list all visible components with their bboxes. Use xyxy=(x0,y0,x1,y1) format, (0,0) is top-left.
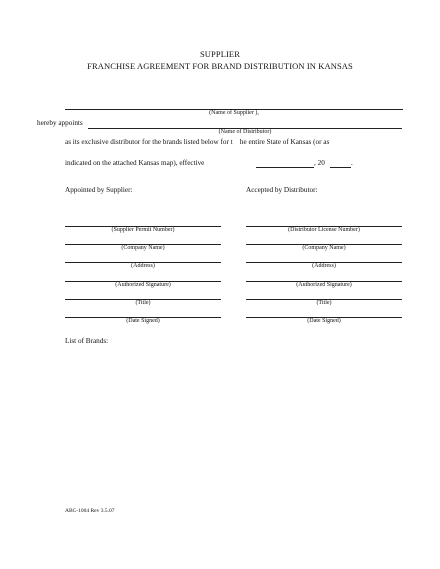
year-prefix-text: , 20 xyxy=(314,159,325,167)
distributor-name-caption: (Name of Distributor) xyxy=(218,129,272,135)
agreement-effective-text: indicated on the attached Kansas map), effective xyxy=(65,159,205,167)
supplier-field-caption: (Supplier Permit Number) xyxy=(111,227,175,233)
document-title-line-1: SUPPLIER xyxy=(199,49,240,59)
supplier-field-caption: (Company Name) xyxy=(121,245,165,251)
agreement-text-line-1: as its exclusive distributor for the brands listed below for t he entire State of Kansas (or as xyxy=(65,138,330,146)
distributor-field-caption: (Distributor License Number) xyxy=(288,227,360,233)
distributor-field-caption: (Title) xyxy=(316,300,332,306)
distributor-field-caption: (Authorized Signature) xyxy=(296,282,352,288)
brands-list-label: List of Brands: xyxy=(65,337,109,345)
hereby-appoints-text: hereby appoints xyxy=(37,119,83,127)
agreement-text-line-2 xyxy=(65,159,204,167)
supplier-field-caption: (Title) xyxy=(135,300,151,306)
distributor-field-caption: (Address) xyxy=(312,263,336,269)
effective-year-field[interactable] xyxy=(330,167,351,168)
distributor-field-caption: (Company Name) xyxy=(302,245,346,251)
supplier-field-caption: (Address) xyxy=(131,263,155,269)
supplier-heading: Appointed by Supplier: xyxy=(65,186,133,194)
distributor-heading: Accepted by Distributor: xyxy=(246,186,318,194)
supplier-name-caption: (Name of Supplier ), xyxy=(209,110,259,116)
supplier-field-caption: (Authorized Signature) xyxy=(115,282,171,288)
form-code: ABC-1004 Rev 3.5.07 xyxy=(65,508,115,514)
supplier-field-caption: (Date Signed) xyxy=(126,318,160,324)
effective-date-field[interactable] xyxy=(256,167,314,168)
distributor-field-caption: (Date Signed) xyxy=(307,318,341,324)
document-title-line-2: FRANCHISE AGREEMENT FOR BRAND DISTRIBUTION IN KANSAS xyxy=(87,61,353,71)
year-suffix-text: . xyxy=(351,159,353,167)
